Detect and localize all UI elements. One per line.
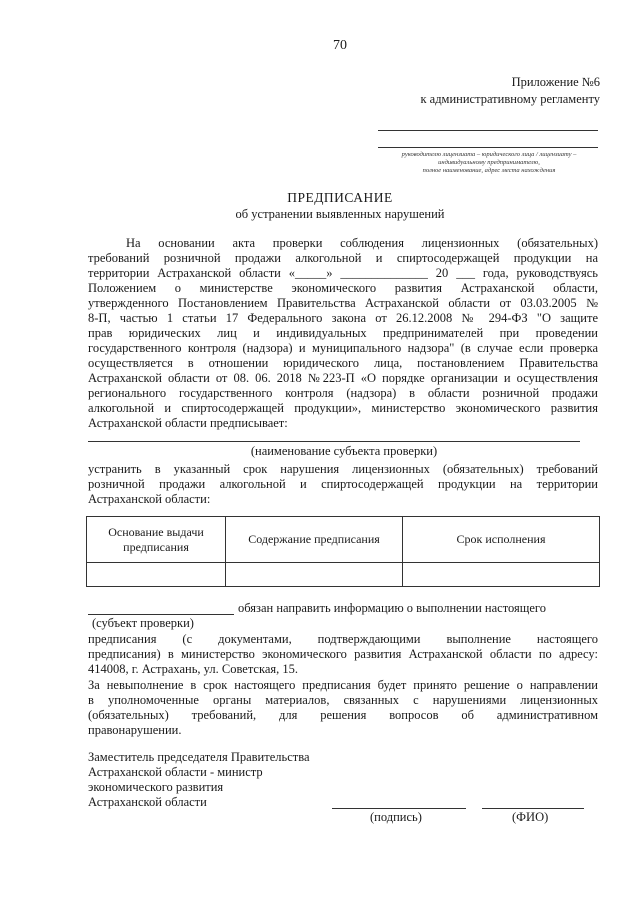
obligation-text: обязан направить информацию о выполнении настоящего [238,601,546,615]
requirements-table [86,516,600,587]
fio-line [482,808,584,809]
body-line: прав юридических лиц и индивидуальных предпринимателей при проведении [88,326,598,340]
appendix-header [420,74,600,108]
table-cell [403,563,600,587]
eliminate-line: Астраханской области: [88,492,211,506]
eliminate-line: розничной продажи алкогольной и спиртосодержащей продукции на территории [88,477,598,491]
table-cell [87,563,226,587]
penalty-line: правонарушении. [88,723,182,737]
subject-caption: (наименование субъекта проверки) [250,444,438,458]
body-line: На основании акта проверки соблюдения лицензионных (обязательных) [126,236,598,250]
addressee-note-line-1: руководителю лицензиата – юридического лица / лицензиату – [401,151,577,158]
appendix-line-2: к административному регламенту [420,92,600,106]
body-line: территории Астраханской области «_____» ______________ 20 ___ года, руководствуясь [88,266,598,280]
subject-name-line [88,441,580,442]
signature-line [332,808,466,809]
info-line: предписания) в министерство экономического развития Астраханской области по адресу: [88,647,598,661]
signatory-line: экономического развития [88,780,224,794]
body-line: Астраханской области от 08. 06. 2018 №223-П «О порядке организации и осуществления [88,371,598,385]
info-line: предписания (с документами, подтверждающими выполнение настоящего [88,632,598,646]
document-title: ПРЕДПИСАНИЕ [287,190,393,205]
body-line: Астраханской области предписывает: [88,416,288,430]
addressee-note-line-3: полное наименование, адрес места нахождения [422,167,556,174]
addressee-note [366,151,612,175]
addressee-line-2 [378,147,598,148]
header-deadline: Срок исполнения [403,517,600,563]
body-line: 8-П, частью 1 статьи 17 Федерального закона от 26.12.2008 № 294-ФЗ "О защите [88,311,598,325]
header-content: Содержание предписания [226,517,403,563]
signatory-block [88,750,310,810]
body-line: алкогольной и спиртосодержащей продукции», министерство экономического развития [88,401,598,415]
fio-label: (ФИО) [512,810,549,824]
signatory-line: Астраханской области - министр [88,765,263,779]
signature-label: (подпись) [370,810,422,824]
table-row [87,563,600,587]
page-number: 70 [333,38,347,53]
body-line: Положением о министерстве экономического развития Астраханской области, [88,281,598,295]
penalty-line: (обязательных) требований, для решения вопросов об административном [88,708,598,722]
body-line: государственного контроля (надзора) и муниципального надзора" (в случае если проверка [88,341,598,355]
eliminate-line: устранить в указанный срок нарушения лицензионных (обязательных) требований [88,462,598,476]
penalty-line: За невыполнение в срок настоящего предписания будет принято решение о направлении [88,678,598,692]
penalty-line: в уполномоченные органы материалов, связанных с нарушениями лицензионных [88,693,598,707]
document-subtitle: об устранении выявленных нарушений [235,207,445,221]
table-cell [226,563,403,587]
body-line: осуществляется в отношении юридического лица, постановлением Правительства [88,356,598,370]
subject-line [88,614,234,615]
body-line: регионального государственного контроля (надзора) в области розничной продажи [88,386,598,400]
header-basis: Основание выдачи предписания [87,517,226,563]
signatory-line: Астраханской области [88,795,207,809]
appendix-line-1: Приложение №6 [511,75,600,89]
addressee-line-1 [378,130,598,131]
body-line: утвержденного Постановлением Правительства Астраханской области от 03.03.2005 № [88,296,598,310]
info-line: 414008, г. Астрахань, ул. Советская, 15. [88,662,299,676]
table-header-row [87,517,600,563]
signatory-line: Заместитель председателя Правительства [88,750,310,764]
body-line: требований розничной продажи алкогольной и спиртосодержащей продукции на [88,251,598,265]
obligation-subject: (субъект проверки) [92,616,194,630]
addressee-note-line-2: индивидуальному предпринимателю, [438,159,540,166]
